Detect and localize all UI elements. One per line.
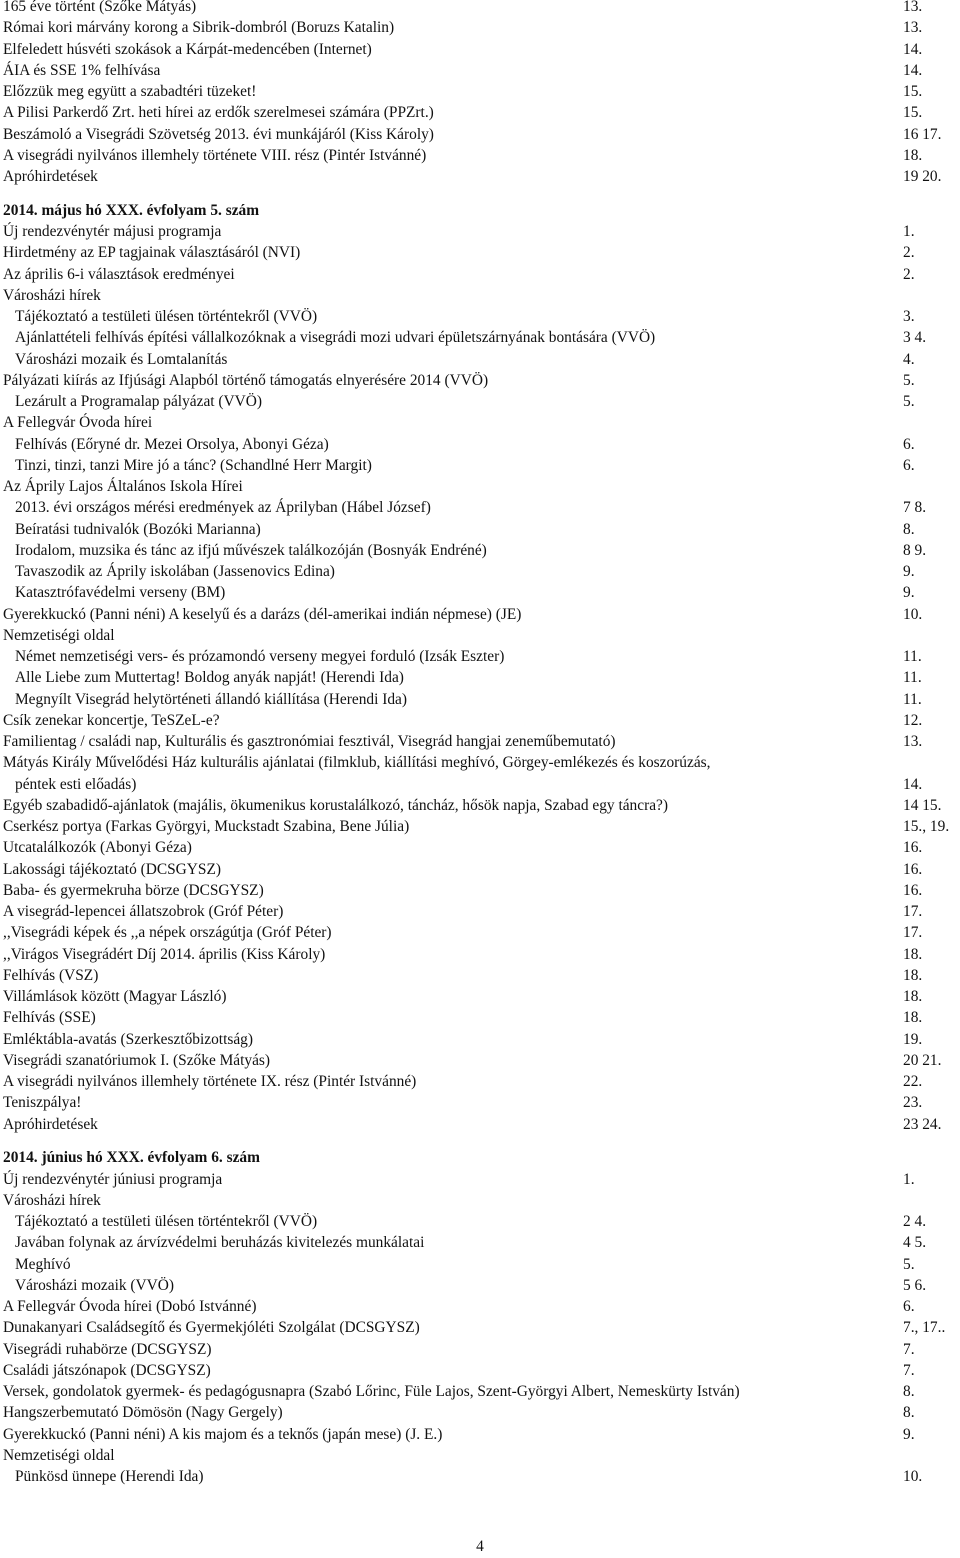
toc-entry xyxy=(0,837,960,858)
entry-title: Visegrádi szanatóriumok I. (Szőke Mátyás) xyxy=(3,1051,271,1069)
toc-entry xyxy=(0,816,960,837)
entry-page: 18. xyxy=(903,146,923,164)
entry-page: 17. xyxy=(903,903,923,920)
entry-page: 9. xyxy=(903,563,915,580)
toc-entry xyxy=(0,1317,960,1338)
entry-title: Gyerekkuckó (Panni néni) A kis majom és a teknős (japán mese) (J. E.) xyxy=(3,1425,443,1443)
entry-title: Utcatalálkozók (Abonyi Géza) xyxy=(3,839,192,857)
toc-entry xyxy=(0,1050,960,1071)
entry-page: 10. xyxy=(903,605,923,623)
entry-title: péntek esti előadás) xyxy=(15,775,137,793)
toc-subentry xyxy=(0,519,960,540)
toc-entry xyxy=(0,1424,960,1445)
entry-page: 11. xyxy=(903,669,922,687)
entry-page: 2. xyxy=(903,265,915,283)
toc-subentry xyxy=(0,646,960,667)
entry-title: Gyerekkuckó (Panni néni) A keselyű és a darázs (dél-amerikai indián népmese) (JE) xyxy=(3,605,522,623)
entry-title: Felhívás (VSZ) xyxy=(3,966,99,984)
entry-title: Lezárult a Programalap pályázat (VVÖ) xyxy=(15,393,262,410)
entry-page: 13. xyxy=(903,733,923,750)
toc-subentry xyxy=(0,1211,960,1232)
entry-page: 15. xyxy=(903,104,923,122)
toc-entry xyxy=(0,370,960,391)
toc-subentry xyxy=(0,455,960,476)
toc-entry xyxy=(0,752,960,773)
entry-page: 15. xyxy=(903,83,923,100)
entry-title: Elfeledett húsvéti szokások a Kárpát-medencében (Internet) xyxy=(3,40,372,58)
entry-page: 6. xyxy=(903,1298,915,1315)
entry-title: Nemzetiségi oldal xyxy=(3,626,115,644)
entry-title: Nemzetiségi oldal xyxy=(3,1446,115,1464)
toc-entry xyxy=(0,1339,960,1360)
entry-page: 7 8. xyxy=(903,499,927,517)
entry-title: Mátyás Király Művelődési Ház kulturális ajánlatai (filmklub, kiállítási meghívó, Görgey-emlékezés és koszorúzás, xyxy=(3,754,711,772)
entry-page: 13. xyxy=(903,19,923,37)
entry-page: 4 5. xyxy=(903,1234,927,1252)
entry-title: Irodalom, muzsika és tánc az ifjú művészek találkozóján (Bosnyák Endréné) xyxy=(15,541,487,559)
entry-page: 19. xyxy=(903,1030,923,1048)
entry-page: 11. xyxy=(903,648,922,665)
entry-title: Visegrádi ruhabörze (DCSGYSZ) xyxy=(3,1340,212,1358)
entry-page: 1. xyxy=(903,1170,915,1188)
entry-page: 23. xyxy=(903,1094,923,1112)
toc-subentry xyxy=(0,1254,960,1275)
entry-page: 9. xyxy=(903,1425,915,1443)
entry-page: 15., 19. xyxy=(903,818,950,835)
entry-title: Felhívás (SSE) xyxy=(3,1009,96,1027)
entry-page: 5. xyxy=(903,371,915,389)
entry-page: 7., 17.. xyxy=(903,1319,946,1337)
entry-title: ,,Virágos Visegrádért Díj 2014. április (Kiss Károly) xyxy=(3,945,326,963)
entry-page: 4. xyxy=(903,350,915,368)
entry-page: 6. xyxy=(903,456,915,474)
toc-entry xyxy=(0,17,960,38)
toc-subentry xyxy=(0,689,960,710)
entry-title: Emléktábla-avatás (Szerkesztőbizottság) xyxy=(3,1030,253,1048)
toc-entry xyxy=(0,986,960,1007)
toc-entry xyxy=(0,1007,960,1028)
toc-entry xyxy=(0,965,960,986)
entry-page: 18. xyxy=(903,988,923,1005)
toc-entry xyxy=(0,795,960,816)
toc-subentry xyxy=(0,540,960,561)
entry-page: 8. xyxy=(903,1383,915,1400)
entry-title: Tavaszodik az Áprily iskolában (Jassenovics Edina) xyxy=(15,563,335,580)
entry-title: ÁIA és SSE 1% felhívása xyxy=(3,61,161,79)
toc-entry xyxy=(0,0,960,17)
entry-title: Új rendezvénytér májusi programja xyxy=(3,223,222,240)
entry-title: Római kori márvány korong a Sibrik-dombról (Boruzs Katalin) xyxy=(3,19,395,37)
toc-subentry xyxy=(0,327,960,348)
toc-subentry xyxy=(0,1275,960,1296)
toc-entry xyxy=(0,166,960,187)
toc-subentry xyxy=(0,497,960,518)
entry-page: 12. xyxy=(903,711,923,729)
entry-title: Cserkész portya (Farkas Györgyi, Muckstadt Szabina, Bene Júlia) xyxy=(3,818,410,835)
toc-entry xyxy=(0,1092,960,1113)
entry-title: Német nemzetiségi vers- és prózamondó verseny megyei forduló (Izsák Eszter) xyxy=(15,648,505,665)
entry-title: Javában folynak az árvízvédelmi beruházás kivitelezés munkálatai xyxy=(15,1234,425,1252)
toc-entry xyxy=(0,242,960,263)
toc-entry xyxy=(0,1114,960,1135)
entry-page: 7. xyxy=(903,1340,915,1358)
toc-entry xyxy=(0,625,960,646)
toc-entry xyxy=(0,476,960,497)
entry-title: ,,Visegrádi képek és ,,a népek országútja (Gróf Péter) xyxy=(3,924,332,942)
entry-page: 7. xyxy=(903,1361,915,1379)
toc-entry xyxy=(0,412,960,433)
entry-title: Villámlások között (Magyar László) xyxy=(3,988,227,1005)
entry-page: 18. xyxy=(903,966,923,984)
entry-page: 22. xyxy=(903,1073,923,1090)
toc-entry xyxy=(0,1445,960,1466)
issue-heading-text: 2014. május hó XXX. évfolyam 5. szám xyxy=(3,201,260,219)
entry-title: 165 éve történt (Szőke Mátyás) xyxy=(3,0,197,15)
toc-entry xyxy=(0,81,960,102)
toc-entry xyxy=(0,922,960,943)
entry-title: A Fellegvár Óvoda hírei (Dobó Istvánné) xyxy=(3,1298,257,1315)
toc-entry xyxy=(0,1402,960,1423)
entry-page: 8 9. xyxy=(903,541,927,559)
entry-page: 1. xyxy=(903,223,915,240)
toc-subentry xyxy=(0,349,960,370)
toc-entry xyxy=(0,39,960,60)
entry-title: Dunakanyari Családsegítő és Gyermekjóléti Szolgálat (DCSGYSZ) xyxy=(3,1319,420,1337)
entry-page: 16. xyxy=(903,839,923,857)
entry-page: 10. xyxy=(903,1468,923,1485)
entry-title: Baba- és gyermekruha börze (DCSGYSZ) xyxy=(3,881,264,899)
toc-entry xyxy=(0,60,960,81)
entry-title: A visegrádi nyilvános illemhely története IX. rész (Pintér Istvánné) xyxy=(3,1073,417,1090)
toc-entry xyxy=(0,285,960,306)
entry-page: 2 4. xyxy=(903,1213,927,1230)
toc-subentry xyxy=(0,582,960,603)
toc-subentry xyxy=(0,667,960,688)
toc-entry xyxy=(0,710,960,731)
entry-page: 11. xyxy=(903,690,922,708)
entry-title: Városházi hírek xyxy=(3,1191,101,1209)
toc-entry xyxy=(0,944,960,965)
entry-title: Családi játszónapok (DCSGYSZ) xyxy=(3,1361,211,1379)
entry-title: Katasztrófavédelmi verseny (BM) xyxy=(15,584,226,602)
entry-title: 2013. évi országos mérési eredmények az Áprilyban (Hábel József) xyxy=(15,499,431,517)
toc-entry xyxy=(0,1029,960,1050)
toc-subentry xyxy=(0,1466,960,1487)
entry-title: Pályázati kiírás az Ifjúsági Alapból történő támogatás elnyerésére 2014 (VVÖ) xyxy=(3,371,489,389)
toc-subentry xyxy=(0,434,960,455)
entry-title: Apróhirdetések xyxy=(3,1115,98,1133)
entry-title: Hirdetmény az EP tagjainak választásáról (NVI) xyxy=(3,244,301,262)
entry-title: Az Áprily Lajos Általános Iskola Hírei xyxy=(3,478,243,495)
entry-page: 14. xyxy=(903,61,923,79)
entry-title: Apróhirdetések xyxy=(3,168,98,185)
toc-entry xyxy=(0,880,960,901)
entry-page: 9. xyxy=(903,584,915,602)
toc-entry xyxy=(0,1169,960,1190)
entry-page: 17. xyxy=(903,924,923,942)
entry-page: 20 21. xyxy=(903,1051,942,1069)
toc-subentry xyxy=(0,306,960,327)
issue-heading-text: 2014. június hó XXX. évfolyam 6. szám xyxy=(3,1149,260,1167)
entry-title: Beszámoló a Visegrádi Szövetség 2013. évi munkájáról (Kiss Károly) xyxy=(3,125,434,143)
issue-heading xyxy=(0,1147,960,1168)
entry-page: 14 15. xyxy=(903,796,942,814)
entry-page: 16. xyxy=(903,860,923,878)
entry-title: Hangszerbemutató Dömösön (Nagy Gergely) xyxy=(3,1404,283,1422)
entry-title: Egyéb szabadidő-ajánlatok (majális, ökumenikus korustalálkozó, táncház, hősök napja, Szabad egy táncra?) xyxy=(3,796,668,814)
entry-title: Felhívás (Eőryné dr. Mezei Orsolya, Abonyi Géza) xyxy=(15,435,329,453)
toc-entry xyxy=(0,859,960,880)
entry-title: Tinzi, tinzi, tanzi Mire jó a tánc? (Schandlné Herr Margit) xyxy=(15,456,372,474)
issue-heading xyxy=(0,200,960,221)
entry-page: 5. xyxy=(903,1255,915,1273)
toc-entry xyxy=(0,1381,960,1402)
entry-page: 14. xyxy=(903,775,923,793)
toc-entry xyxy=(0,145,960,166)
toc-entry xyxy=(0,124,960,145)
entry-title: Előzzük meg együtt a szabadtéri tüzeket! xyxy=(3,83,257,100)
entry-page: 6. xyxy=(903,435,915,453)
entry-page: 23 24. xyxy=(903,1115,942,1133)
entry-title: Alle Liebe zum Muttertag! Boldog anyák napját! (Herendi Ida) xyxy=(15,669,404,687)
entry-title: A Pilisi Parkerdő Zrt. heti hírei az erdők szerelmesei számára (PPZrt.) xyxy=(3,104,434,122)
entry-page: 5 6. xyxy=(903,1276,927,1294)
toc-entry xyxy=(0,1360,960,1381)
entry-title: Tájékoztató a testületi ülésen történtekről (VVÖ) xyxy=(15,1213,318,1230)
toc-entry xyxy=(0,264,960,285)
entry-title: Familientag / családi nap, Kulturális és gasztronómiai fesztivál, Visegrád hangjai zeneműbemutató) xyxy=(3,733,616,750)
toc-subentry xyxy=(0,391,960,412)
toc-entry xyxy=(0,1190,960,1211)
entry-page: 14. xyxy=(903,40,923,58)
entry-page: 19 20. xyxy=(903,168,942,185)
entry-page: 2. xyxy=(903,244,915,262)
entry-page: 8. xyxy=(903,520,915,538)
entry-title: A visegrádi nyilvános illemhely története VIII. rész (Pintér Istvánné) xyxy=(3,146,427,164)
entry-title: Városházi mozaik és Lomtalanítás xyxy=(15,350,228,368)
page-number: 4 xyxy=(476,1538,484,1555)
entry-page: 18. xyxy=(903,1009,923,1027)
entry-page: 3. xyxy=(903,308,915,325)
entry-page: 8. xyxy=(903,1404,915,1422)
entry-page: 3 4. xyxy=(903,329,927,347)
entry-title: Versek, gondolatok gyermek- és pedagógusnapra (Szabó Lőrinc, Füle Lajos, Szent-Györgyi Albert, Nemeskürty István) xyxy=(3,1383,740,1400)
toc-subentry xyxy=(0,1232,960,1253)
entry-title: Ajánlattételi felhívás építési vállalkozóknak a visegrádi mozi udvari épületszárnyának bontására (VVÖ) xyxy=(15,329,656,347)
entry-title: Új rendezvénytér júniusi programja xyxy=(3,1170,223,1188)
entry-title: Városházi mozaik (VVÖ) xyxy=(15,1276,174,1294)
toc-entry xyxy=(0,1071,960,1092)
entry-title: Megnyílt Visegrád helytörténeti állandó kiállítása (Herendi Ida) xyxy=(15,690,407,708)
toc-subentry xyxy=(0,774,960,795)
entry-title: Pünkösd ünnepe (Herendi Ida) xyxy=(15,1468,204,1485)
entry-page: 16 17. xyxy=(903,125,942,143)
entry-title: A visegrád-lepencei állatszobrok (Gróf Péter) xyxy=(3,903,284,920)
entry-page: 18. xyxy=(903,945,923,963)
entry-page: 13. xyxy=(903,0,923,15)
entry-title: Teniszpálya! xyxy=(3,1094,82,1112)
entry-title: Városházi hírek xyxy=(3,286,101,304)
entry-page: 16. xyxy=(903,881,923,899)
toc-entry xyxy=(0,901,960,922)
toc-entry xyxy=(0,221,960,242)
toc-entry xyxy=(0,604,960,625)
entry-title: Beíratási tudnivalók (Bozóki Marianna) xyxy=(15,520,261,538)
entry-title: Meghívó xyxy=(15,1255,71,1273)
toc-entry xyxy=(0,731,960,752)
entry-title: Lakossági tájékoztató (DCSGYSZ) xyxy=(3,860,221,878)
entry-page: 5. xyxy=(903,393,915,410)
entry-title: Tájékoztató a testületi ülésen történtekről (VVÖ) xyxy=(15,308,318,325)
entry-title: Az április 6-i választások eredményei xyxy=(3,265,235,283)
entry-title: Csík zenekar koncertje, TeSZeL-e? xyxy=(3,711,220,729)
toc-entry xyxy=(0,1296,960,1317)
toc-entry xyxy=(0,102,960,123)
entry-title: A Fellegvár Óvoda hírei xyxy=(3,414,153,432)
toc-subentry xyxy=(0,561,960,582)
